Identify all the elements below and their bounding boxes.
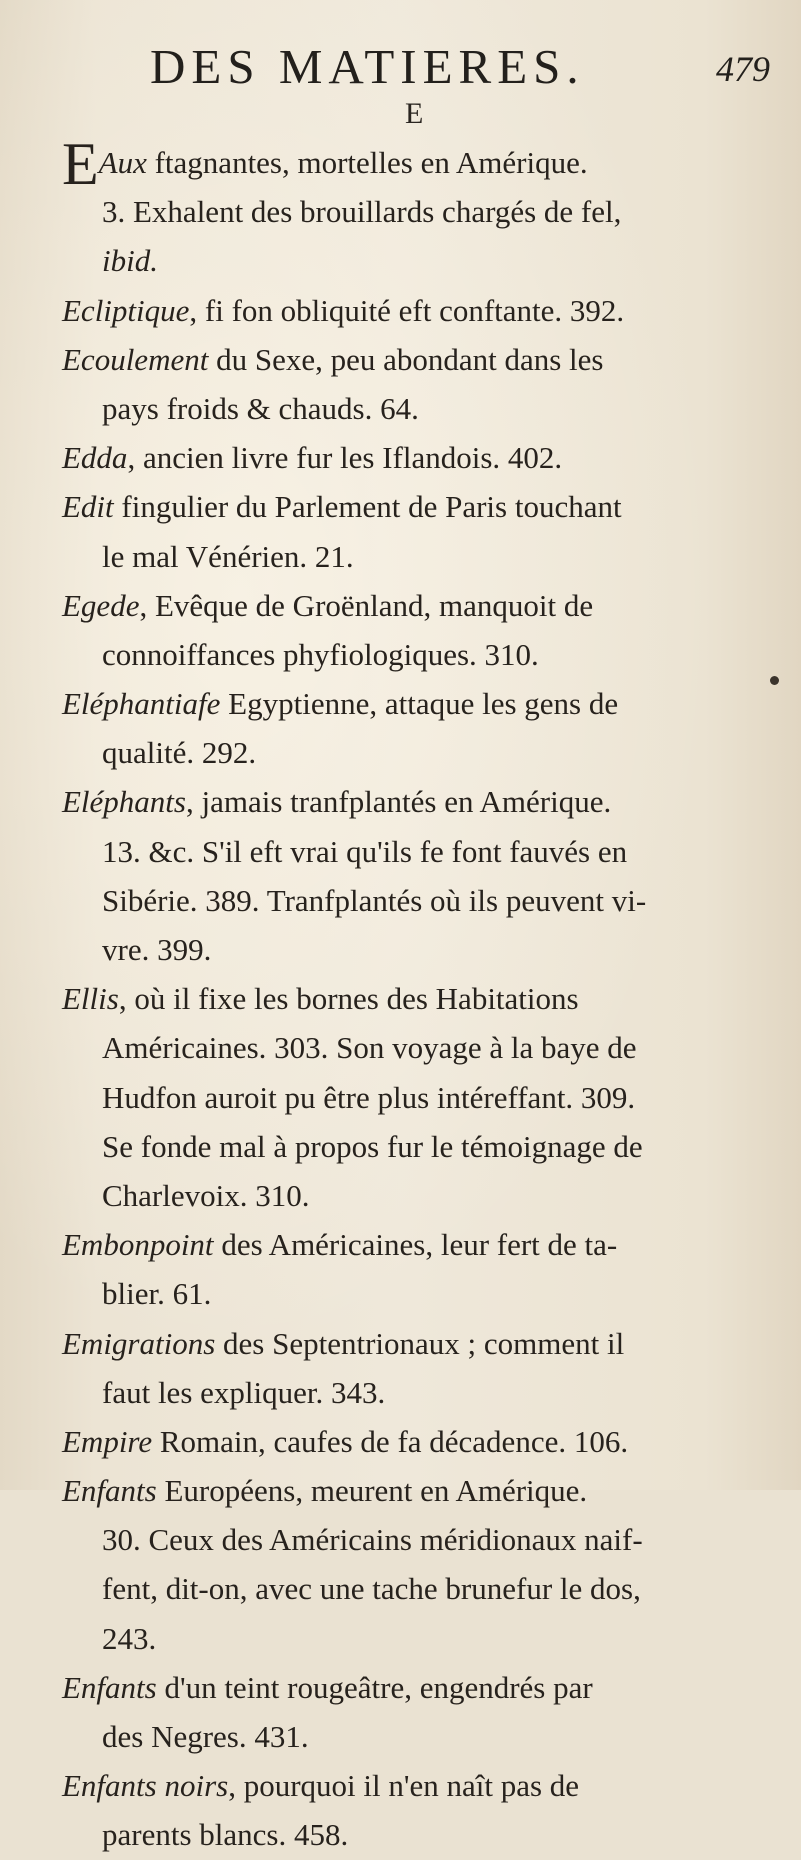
index-entry <box>0 1417 801 1466</box>
entry-line <box>0 974 801 1023</box>
entry-line: pays froids & chauds. 64. <box>102 390 419 426</box>
entry-line <box>0 1220 801 1269</box>
index-entry <box>0 1663 801 1761</box>
entry-line: des Negres. 431. <box>102 1719 309 1754</box>
header-title: DES MATIERES. <box>150 39 585 94</box>
entry-line <box>0 1466 801 1515</box>
entry-headword: Ecliptique <box>62 292 190 328</box>
entry-headword: Enfants noirs <box>62 1768 229 1804</box>
entry-line <box>0 581 801 630</box>
ink-spot <box>770 676 779 685</box>
entry-line: faut les expliquer. 343. <box>102 1374 386 1410</box>
index-entry <box>0 974 801 1220</box>
index-entry <box>0 286 801 335</box>
index-entry <box>0 1319 801 1417</box>
entry-text: , où il fixe les bornes des Habitations <box>118 981 579 1017</box>
entry-headword: Empire <box>62 1423 153 1459</box>
entry-line <box>0 433 801 482</box>
entry-text: des Septentrionaux ; comment il <box>215 1325 625 1361</box>
entry-line <box>0 131 801 197</box>
index-entry <box>0 581 801 679</box>
entry-line <box>0 335 801 384</box>
index-entry <box>0 1761 801 1859</box>
entry-line: parents blancs. 458. <box>102 1817 349 1853</box>
drop-cap: E <box>62 131 99 197</box>
index-entry <box>0 777 801 974</box>
entry-line: 13. &c. S'il eft vrai qu'ils fe font fauvés en <box>102 833 628 869</box>
entry-line <box>0 1761 801 1810</box>
entry-headword: Ellis <box>62 981 119 1017</box>
entry-line <box>0 1319 801 1368</box>
entry-line: blier. 61. <box>102 1276 212 1312</box>
section-letter: E <box>405 97 424 130</box>
index-entry <box>0 482 801 580</box>
entry-text: Egyptienne, attaque les gens de <box>220 686 619 722</box>
entry-headword: Embonpoint <box>62 1227 214 1263</box>
index-entry <box>0 433 801 482</box>
entry-line <box>0 1417 801 1466</box>
entry-text: , pourquoi il n'en naît pas de <box>228 1768 580 1804</box>
entry-line <box>0 482 801 531</box>
entry-line: Sibérie. 389. Tranfplantés où ils peuvent vi- <box>102 882 647 918</box>
entry-headword: Edda <box>62 440 128 476</box>
entry-line: le mal Vénérien. 21. <box>102 538 354 574</box>
entry-headword: Edit <box>62 489 114 525</box>
entry-line: 30. Ceux des Américains méridionaux naif- <box>102 1522 643 1558</box>
entry-text: ftagnantes, mortelles en Amérique. <box>146 145 588 180</box>
entry-line <box>0 679 801 728</box>
index-entry <box>0 335 801 433</box>
index-entry <box>0 131 801 286</box>
entry-text: , fi fon obliquité eft conftante. 392. <box>189 292 625 328</box>
entry-line: 3. Exhalent des brouillards chargés de fel, <box>102 194 622 230</box>
entry-headword: Enfants <box>62 1473 157 1509</box>
entry-line: qualité. 292. <box>102 735 257 771</box>
entry-headword: Aux <box>98 145 147 180</box>
entry-text: Romain, caufes de fa décadence. 106. <box>152 1423 629 1459</box>
entry-headword: Emigrations <box>62 1325 216 1361</box>
entry-text: d'un teint rougeâtre, engendrés par <box>156 1669 593 1705</box>
entry-headword: Egede <box>62 587 140 623</box>
entry-line: Charlevoix. 310. <box>102 1177 310 1213</box>
entry-headword: Ecoulement <box>62 341 209 377</box>
entry-text: , Evêque de Groënland, manquoit de <box>139 587 594 623</box>
entry-text: fingulier du Parlement de Paris touchant <box>113 489 622 525</box>
entry-line: ibid. <box>102 243 158 279</box>
entry-line: fent, dit-on, avec une tache brunefur le dos, <box>102 1571 641 1607</box>
entry-line: vre. 399. <box>102 932 212 967</box>
page-number: 479 <box>716 49 770 89</box>
entry-line: 243. <box>102 1620 157 1656</box>
index-entry <box>0 1466 801 1663</box>
entry-headword: Eléphantiafe <box>62 686 221 722</box>
entry-text: Européens, meurent en Amérique. <box>156 1473 588 1509</box>
entry-line <box>0 1663 801 1712</box>
running-header <box>150 39 770 94</box>
entry-line <box>0 286 801 335</box>
entry-headword: Eléphants <box>62 784 186 820</box>
index-entry <box>0 1220 801 1318</box>
entry-line: Se fonde mal à propos fur le témoignage de <box>102 1128 643 1164</box>
index-entries <box>0 131 801 1860</box>
entry-line: Hudfon auroit pu être plus intéreffant. 309. <box>102 1079 636 1115</box>
entry-text: du Sexe, peu abondant dans les <box>208 341 604 377</box>
entry-text: des Américaines, leur fert de ta- <box>213 1227 618 1263</box>
entry-line: connoiffances phyfiologiques. 310. <box>102 636 539 672</box>
entry-headword: Enfants <box>62 1669 157 1705</box>
index-entry <box>0 679 801 777</box>
entry-line <box>0 777 801 826</box>
entry-line: Américaines. 303. Son voyage à la baye de <box>102 1030 637 1066</box>
entry-text: , jamais tranfplantés en Amérique. <box>186 784 612 820</box>
entry-text: , ancien livre fur les Iflandois. 402. <box>127 440 563 476</box>
